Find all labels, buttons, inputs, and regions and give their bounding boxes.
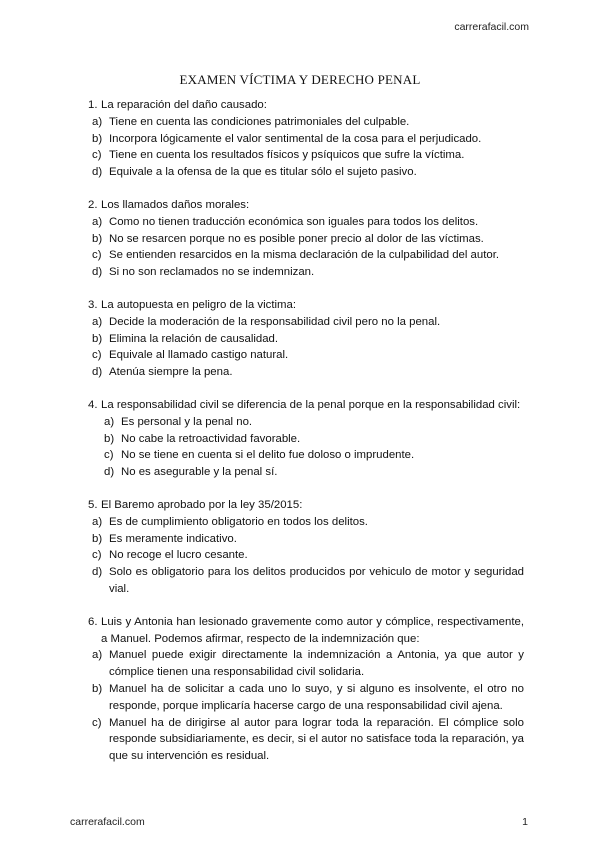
option-text: Manuel ha de solicitar a cada uno lo suyo, y si alguno es insolvente, el otro no responde, porque implicaría hacerse cargo de una responsabilidad civil ajena. [109,682,524,712]
question-text: La reparación del daño causado: [101,99,267,111]
question-text: La autopuesta en peligro de la victima: [101,298,297,311]
option-letter: a) [92,315,103,328]
question-stem [88,97,524,114]
option-text: Incorpora lógicamente el valor sentimental de la cosa para el perjudicado. [109,132,482,145]
option-d [88,564,524,598]
option-c [88,715,524,765]
option-text: Es de cumplimiento obligatorio en todos los delitos. [109,515,368,528]
option-letter: b) [92,682,103,695]
option-letter: b) [92,232,103,245]
question-4 [88,397,524,481]
option-a [88,214,524,231]
option-text: Es personal y la penal no. [121,415,253,428]
option-text: No recoge el lucro cesante. [109,549,248,562]
option-text: Manuel ha de dirigirse al autor para lograr toda la reparación. El cómplice solo responde subsidiariamente, es decir, si el autor no satisface toda la reparación, ya que su intervención es residual. [109,716,524,763]
question-stem [88,614,524,648]
option-text: Se entienden resarcidos en la misma declaración de la culpabilidad del autor. [109,249,500,262]
option-text: Manuel puede exigir directamente la indemnización a Antonia, ya que autor y cómplice tienen una responsabilidad civil solidaria. [109,649,524,679]
option-text: Equivale a la ofensa de la que es titular sólo el sujeto pasivo. [109,166,417,179]
option-d [88,164,524,181]
option-letter: a) [92,649,103,662]
option-c [88,247,524,264]
option-text: No se tiene en cuenta si el delito fue doloso o imprudente. [121,449,415,462]
option-letter: c) [92,149,102,162]
footer-site-label: carrerafacil.com [70,816,145,828]
option-text: No cabe la retroactividad favorable. [121,432,301,445]
question-number: 5. [88,498,98,511]
option-text: Elimina la relación de causalidad. [109,332,279,345]
option-letter: b) [92,332,103,345]
exam-title: EXAMEN VÍCTIMA Y DERECHO PENAL [179,72,421,87]
option-list [88,114,524,181]
question-stem [88,397,524,414]
option-letter: c) [92,716,102,729]
option-c [88,547,524,564]
option-list [88,314,524,381]
option-letter: a) [92,215,103,228]
option-letter: a) [92,115,103,128]
option-text: No es asegurable y la penal sí. [121,466,278,479]
page-number: 1 [522,816,528,828]
question-stem [88,497,524,514]
option-letter: c) [104,449,114,462]
option-text: Si no son reclamados no se indemnizan. [109,266,315,279]
option-b [88,431,524,448]
option-text: Decide la moderación de la responsabilidad civil pero no la penal. [109,315,441,328]
question-number: 3. [88,298,98,311]
question-number: 6. [88,615,98,628]
option-list [88,414,524,481]
option-letter: d) [92,366,103,379]
question-text: Los llamados daños morales: [101,198,250,211]
option-a [88,514,524,531]
option-c [88,147,524,164]
option-a [88,114,524,131]
question-number: 2. [88,198,98,211]
question-3 [88,297,524,381]
question-number: 4. [88,398,98,411]
question-text: Luis y Antonia han lesionado gravemente como autor y cómplice, respectivamente, a Manuel. Podemos afirmar, respecto de la indemnización que: [101,615,524,645]
option-list [88,647,524,765]
option-b [88,131,524,148]
option-letter: a) [104,415,115,428]
option-letter: b) [92,532,103,545]
option-list [88,214,524,281]
option-text: Es meramente indicativo. [109,532,237,545]
option-b [88,531,524,548]
option-text: Tiene en cuenta los resultados físicos y psíquicos que sufre la víctima. [109,149,465,162]
option-text: No se resarcen porque no es posible poner precio al dolor de las víctimas. [109,232,484,245]
option-letter: a) [92,515,103,528]
option-b [88,681,524,715]
option-a [88,314,524,331]
option-letter: d) [104,466,115,479]
exam-body [88,97,524,781]
question-1 [88,97,524,181]
option-text: Equivale al llamado castigo natural. [109,349,289,362]
question-2 [88,197,524,281]
option-a [88,647,524,681]
option-letter: d) [92,566,103,579]
option-c [88,447,524,464]
option-list [88,514,524,598]
question-stem [88,297,524,314]
question-5 [88,497,524,598]
option-d [88,464,524,481]
option-letter: b) [104,432,115,445]
option-letter: b) [92,132,103,145]
option-d [88,264,524,281]
option-a [88,414,524,431]
option-letter: d) [92,266,103,279]
option-c [88,347,524,364]
option-text: Atenúa siempre la pena. [109,366,233,379]
question-stem [88,197,524,214]
header-site-label: carrerafacil.com [454,21,529,33]
option-text: Tiene en cuenta las condiciones patrimoniales del culpable. [109,115,410,128]
option-letter: c) [92,249,102,262]
question-text: La responsabilidad civil se diferencia de la penal porque en la responsabilidad civil: [101,398,521,411]
option-d [88,364,524,381]
question-text: El Baremo aprobado por la ley 35/2015: [101,498,303,511]
option-letter: c) [92,549,102,562]
option-text: Solo es obligatorio para los delitos producidos por vehiculo de motor y seguridad vial. [109,566,524,595]
question-number: 1. [88,99,98,111]
option-b [88,331,524,348]
option-b [88,231,524,248]
option-text: Como no tienen traducción económica son iguales para todos los delitos. [109,215,479,228]
question-6 [88,614,524,765]
option-letter: d) [92,166,103,179]
option-letter: c) [92,349,102,362]
